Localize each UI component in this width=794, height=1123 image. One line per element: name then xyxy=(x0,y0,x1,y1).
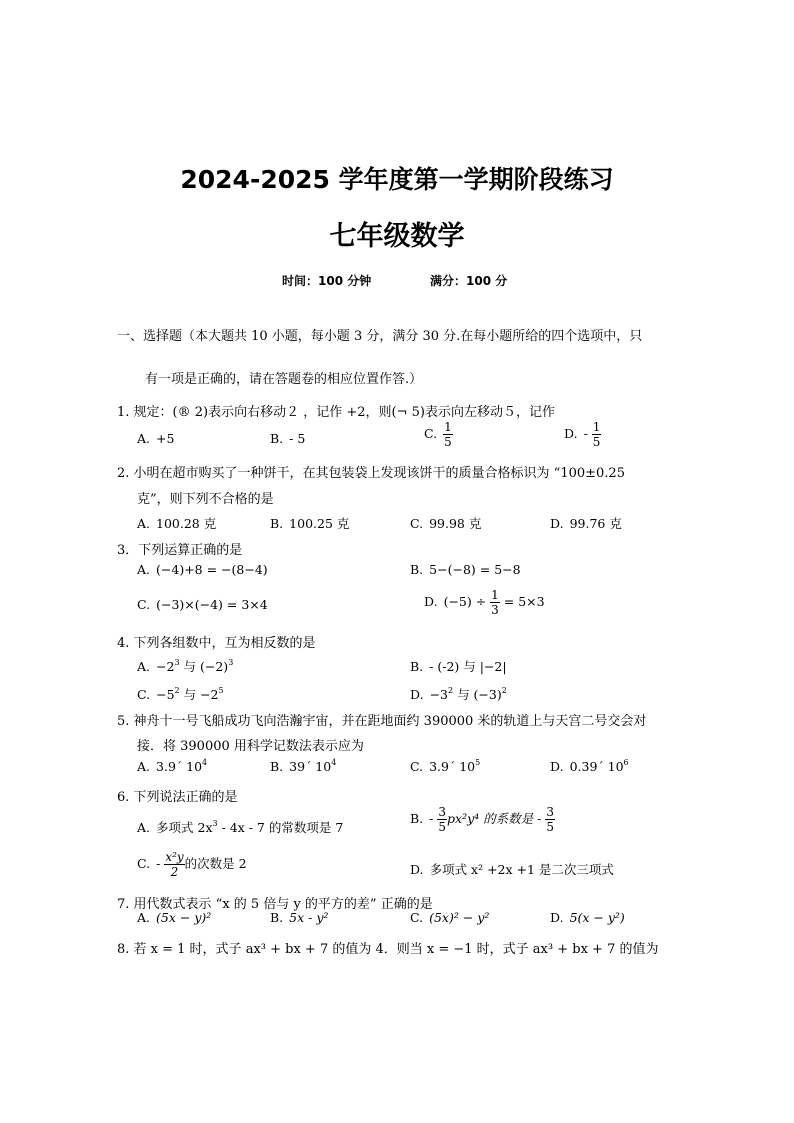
denominator: 5 xyxy=(546,820,554,834)
numerator: 1 xyxy=(491,588,499,602)
q7-b-text: 5x - y² xyxy=(289,910,329,925)
exponent: 3 xyxy=(228,658,234,667)
exponent: 2 xyxy=(448,686,454,695)
q3-option-b xyxy=(410,562,521,577)
q6-option-b xyxy=(410,805,555,834)
option-label: A. xyxy=(137,759,151,774)
denominator: 5 xyxy=(592,435,601,449)
q7-option-a xyxy=(137,910,211,925)
minus-sign: - xyxy=(583,426,588,441)
q4-c-mid: 与 −2 xyxy=(179,687,219,702)
q5-b-text: 39´ 10 xyxy=(289,759,332,774)
option-label: A. xyxy=(137,910,151,925)
option-label: B. xyxy=(270,431,284,446)
question-8-stem: 8. 若 x = 1 时，式子 ax³ + bx + 7 的值为 4．则当 x = −1 时，式子 ax³ + bx + 7 的值为 xyxy=(117,942,659,957)
q6-d-text: 多项式 x² +2x +1 是二次三项式 xyxy=(429,862,614,877)
q4-option-d xyxy=(410,685,507,703)
denominator: 5 xyxy=(444,435,452,449)
numerator: 1 xyxy=(592,420,601,434)
option-label: A. xyxy=(137,659,151,674)
question-3-stem: 3．下列运算正确的是 xyxy=(117,543,243,558)
q3-d-post: = 5×3 xyxy=(499,594,545,609)
numerator: 3 xyxy=(438,805,447,819)
option-label: A. xyxy=(137,820,151,835)
exponent: 4 xyxy=(331,758,337,767)
q3-option-d xyxy=(424,588,545,617)
q1-option-d xyxy=(564,420,601,449)
q2-option-b xyxy=(270,514,349,532)
question-4-stem: 4. 下列各组数中，互为相反数的是 xyxy=(117,636,316,651)
option-label: C. xyxy=(137,597,151,612)
q4-b-text: - (-2) 与 |−2| xyxy=(429,659,507,674)
numerator: x²y xyxy=(165,850,184,864)
exponent: 2 xyxy=(174,686,180,695)
q6-option-a xyxy=(137,818,343,836)
q3-b-text: 5−(−8) = 5−8 xyxy=(429,562,521,577)
exponent: 3 xyxy=(212,819,218,828)
option-label: C. xyxy=(424,426,438,441)
option-label: D. xyxy=(564,426,578,441)
q5-c-text: 3.9´ 10 xyxy=(429,759,476,774)
option-label: D. xyxy=(550,516,564,531)
q2-b-text: 100.25 克 xyxy=(289,516,350,531)
q2-d-text: 99.76 克 xyxy=(569,516,622,531)
q4-option-c xyxy=(137,685,224,703)
full-score: 满分：100 分 xyxy=(430,274,508,288)
q2-option-a xyxy=(137,514,216,532)
option-label: A. xyxy=(137,431,151,446)
option-label: C. xyxy=(410,516,424,531)
minus-sign: - xyxy=(156,856,161,871)
denominator: 2 xyxy=(170,865,179,879)
option-label: C. xyxy=(137,687,151,702)
section-instruction-line2: 有一项是正确的，请在答题卷的相应位置作答.） xyxy=(145,372,423,387)
q1-c-fraction xyxy=(443,420,453,449)
option-label: D. xyxy=(550,759,564,774)
q3-d-fraction xyxy=(490,588,500,617)
q6-c-post: 的次数是 2 xyxy=(184,856,247,871)
option-label: B. xyxy=(270,516,284,531)
section-instruction-line1: 一、选择题（本大题共 10 小题，每小题 3 分，满分 30 分.在每小题所给的四个选项中，只 xyxy=(117,329,643,344)
question-7-stem: 7. 用代数式表示 “x 的 5 倍与 y 的平方的差” 正确的是 xyxy=(117,897,433,912)
option-label: A. xyxy=(137,562,151,577)
option-label: C. xyxy=(410,759,424,774)
q1-a-text: +5 xyxy=(156,431,175,446)
q3-c-text: (−3)×(−4) = 3×4 xyxy=(156,597,268,612)
option-label: C. xyxy=(137,856,151,871)
option-label: D. xyxy=(424,594,438,609)
q1-b-text: - 5 xyxy=(289,431,306,446)
q6-option-d xyxy=(410,860,614,878)
q4-d-mid: 与 (−3) xyxy=(453,687,502,702)
option-label: C. xyxy=(410,910,424,925)
option-label: B. xyxy=(270,759,284,774)
q5-d-text: 0.39´ 10 xyxy=(569,759,624,774)
exponent: 5 xyxy=(475,758,481,767)
q4-d-base: −3 xyxy=(429,687,448,702)
q7-option-b xyxy=(270,910,328,925)
option-label: B. xyxy=(270,910,284,925)
q2-c-text: 99.98 克 xyxy=(429,516,482,531)
question-6-stem: 6. 下列说法正确的是 xyxy=(117,790,238,805)
q6-a-pre: 多项式 2x xyxy=(156,820,213,835)
time-limit: 时间：100 分钟 xyxy=(282,274,372,288)
numerator: 3 xyxy=(546,805,554,819)
option-label: D. xyxy=(410,687,424,702)
option-label: D. xyxy=(550,910,564,925)
q6-option-c xyxy=(137,850,247,879)
q2-option-d xyxy=(550,514,622,532)
question-2-stem-line2: 克”，则下列不合格的是 xyxy=(137,492,274,507)
exponent: 4 xyxy=(202,758,208,767)
q6-b-coef-fraction xyxy=(545,805,555,834)
q7-d-text: 5(x − y²) xyxy=(569,910,625,925)
q7-c-text: (5x)² − y² xyxy=(429,910,490,925)
denominator: 3 xyxy=(491,603,499,617)
q5-a-text: 3.9´ 10 xyxy=(156,759,203,774)
numerator: 1 xyxy=(444,420,452,434)
q1-option-b xyxy=(270,431,305,446)
q4-c-base: −5 xyxy=(156,687,175,702)
exponent: 3 xyxy=(174,658,180,667)
q3-d-pre: (−5) ÷ xyxy=(443,594,491,609)
question-5-stem-line2: 接．将 390000 用科学记数法表示应为 xyxy=(137,739,364,754)
q5-option-d xyxy=(550,759,629,774)
q6-a-post: - 4x - 7 的常数项是 7 xyxy=(217,820,344,835)
option-label: B. xyxy=(410,811,424,826)
q4-a-mid: 与 (−2) xyxy=(179,659,229,674)
q6-b-mid: px²y⁴ 的系数是 - xyxy=(447,811,542,826)
q4-a-base: −2 xyxy=(156,659,175,674)
exponent: 2 xyxy=(501,686,507,695)
q7-option-c xyxy=(410,910,489,925)
option-label: B. xyxy=(410,562,424,577)
question-2-stem-line1: 2. 小明在超市购买了一种饼干，在其包装袋上发现该饼干的质量合格标识为 “100±0.25 xyxy=(117,466,625,481)
q2-option-c xyxy=(410,514,481,532)
subject-title: 七年级数学 xyxy=(329,221,465,252)
minus-sign: - xyxy=(429,811,434,826)
option-label: B. xyxy=(410,659,424,674)
question-1-stem: 1. 规定：(® 2)表示向右移动２ ，记作 +2，则(¬ 5)表示向左移动５，记作 xyxy=(117,405,555,420)
exam-title: 2024-2025 学年度第一学期阶段练习 xyxy=(180,165,614,194)
q6-b-fraction xyxy=(437,805,447,834)
q7-option-d xyxy=(550,910,625,925)
q5-option-a xyxy=(137,759,207,774)
denominator: 5 xyxy=(438,820,447,834)
q5-option-c xyxy=(410,759,480,774)
q1-d-fraction xyxy=(592,420,602,449)
option-label: A. xyxy=(137,516,151,531)
q2-a-text: 100.28 克 xyxy=(156,516,217,531)
exponent: 6 xyxy=(623,758,629,767)
q1-option-a xyxy=(137,431,174,446)
option-label: D. xyxy=(410,862,424,877)
q4-option-a xyxy=(137,657,233,675)
question-5-stem-line1: 5. 神舟十一号飞船成功飞向浩瀚宇宙，并在距地面约 390000 米的轨道上与天宫二号交会对 xyxy=(117,714,647,729)
q1-option-c xyxy=(424,420,453,449)
q5-option-b xyxy=(270,759,336,774)
q6-c-fraction xyxy=(164,850,184,879)
exponent: 5 xyxy=(218,686,224,695)
q3-option-c xyxy=(137,597,268,612)
q3-a-text: (−4)+8 = −(8−4) xyxy=(156,562,268,577)
q3-option-a xyxy=(137,562,268,577)
q7-a-text: (5x − y)² xyxy=(156,910,212,925)
q4-option-b xyxy=(410,657,507,675)
